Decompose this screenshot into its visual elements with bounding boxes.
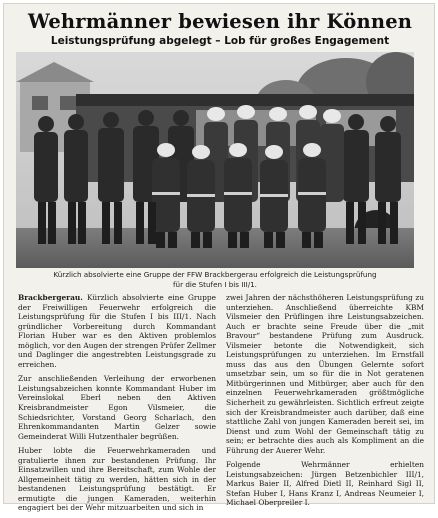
- article-column-right: [226, 293, 424, 513]
- photo-caption: [16, 270, 414, 289]
- paragraph-4: zwei Jahren der nächsthöheren Leistungsprüfung zu unterziehen. Anschließend überreichte KBM Vilsmeier den Prüflingen ihre Leistungsabzeichen. Auch er brachte seine Freude über die „mit Bravour“ bestandene Prüfung zum Ausdruck. Vilsmeier betonte die Notwendigkeit, sich Leistungsprüfungen zu unterziehen. Im Ernstfall muss das aus den Übungen Gelernte sofort umsetzbar sein, um so für die in Not geratenen Mitbürgerinnen und Mitbürger, aber auch für den einzelnen Feuerwehrkameraden größtmögliche Sicherheit zu gewährleisten. Sichtlich erfreut zeigte sich der Kreisbrandmeister auch darüber, daß eine stattliche Zahl von jungen Kameraden bereit sei, im Dienst und zum Wohl der Gemeinschaft tätig zu sein; er betrachte dies auch als Kompliment an die Führung der Auerer Wehr.: [226, 293, 424, 455]
- article-headline: Wehrmänner bewiesen ihr Können: [27, 10, 413, 33]
- newspaper-clipping: [3, 3, 435, 513]
- caption-line-1: Kürzlich absolvierte eine Gruppe der FFW Brackbergerau erfolgreich die Leistungsprüfung: [53, 270, 377, 279]
- dateline: Brackbergerau.: [18, 293, 83, 302]
- paragraph-2: Zur anschließenden Verleihung der erworbenen Leistungsabzeichen konnte Kommandant Huber im Vereinslokal Eberl neben den Aktiven Kreisbrandmeister Egon Vilsmeier, die Schiedsrichter, Vorstand Georg Scharlach, den Ehrenkommandanten Martin Gelzer sowie Gemeinderat Willi Hutzenthaler begrüßen.: [18, 374, 216, 441]
- paragraph-5: Folgende Wehrmänner erhielten Leistungsabzeichen: Jürgen Betzenbichler III/1, Markus Baier II, Alfred Dietl II, Reinhard Sigl II, Stefan Huber I, Hans Kranz I, Andreas Neumeier I, Michael Oberpreiler I.: [226, 460, 424, 508]
- paragraph-1-text: Kürzlich absolvierte eine Gruppe der Freiwilligen Feuerwehr erfolgreich die Leistungsprüfung für die Stufen I bis III/1. Nach gründlicher Vorbereitung durch Kommandant Florian Huber war es den Aktiven problemlos möglich, vor den Augen der strengen Prüfer Zellmer und Daglinger die angestrebten Leistungsgrade zu erreichen.: [18, 293, 216, 369]
- article-subheadline: Leistungsprüfung abgelegt – Lob für großes Engagement: [50, 35, 390, 47]
- article-column-left: [18, 293, 216, 518]
- group-photo: [16, 52, 414, 268]
- paragraph-3: Huber lobte die Feuerwehrkameraden und gratulierte ihnen zur bestandenen Prüfung. Ihr Einsatzwillen und ihre Bereitschaft, zum Wohle der Allgemeinheit tätig zu werden, hätten sich in der bestandenen Leistungsprüfung bestätigt. Er ermutigte die jungen Kameraden, weiterhin engagiert bei der Wehr mitzuarbeiten und sich in: [18, 446, 216, 513]
- group-photo-icon: [16, 52, 414, 268]
- caption-line-2: für die Stufen I bis III/1.: [173, 279, 257, 289]
- paragraph-1: [18, 293, 216, 369]
